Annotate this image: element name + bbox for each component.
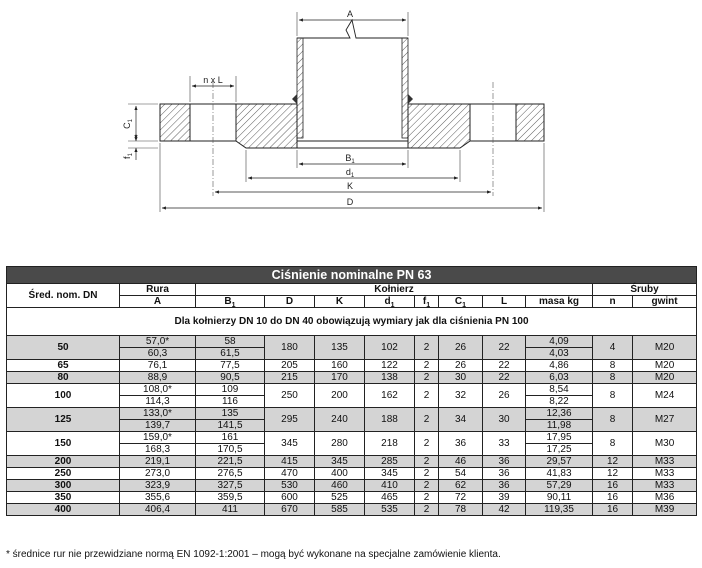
cell-n: 16 (593, 480, 633, 492)
cell-c1: 78 (439, 504, 483, 516)
cell-dn: 200 (7, 456, 120, 468)
cell-b1: 221,5 (196, 456, 265, 468)
cell-masa: 4,09 (526, 336, 593, 348)
cell-masa: 57,29 (526, 480, 593, 492)
cell-c1: 62 (439, 480, 483, 492)
flange-drawing (0, 0, 702, 255)
cell-n: 8 (593, 384, 633, 408)
cell-a: 273,0 (120, 468, 196, 480)
cell-masa: 12,36 (526, 408, 593, 420)
cell-b1: 116 (196, 396, 265, 408)
cell-f1: 2 (415, 336, 439, 360)
cell-k: 160 (315, 360, 365, 372)
cell-n: 8 (593, 372, 633, 384)
cell-c1: 32 (439, 384, 483, 408)
header-dn: Śred. nom. DN (7, 284, 120, 308)
cell-gwint: M33 (633, 468, 697, 480)
cell-n: 16 (593, 492, 633, 504)
cell-d: 295 (265, 408, 315, 432)
cell-gwint: M24 (633, 384, 697, 408)
cell-b1: 141,5 (196, 420, 265, 432)
cell-n: 8 (593, 432, 633, 456)
cell-masa: 4,03 (526, 348, 593, 360)
cell-a: 60,3 (120, 348, 196, 360)
cell-b1: 109 (196, 384, 265, 396)
cell-a: 219,1 (120, 456, 196, 468)
cell-k: 525 (315, 492, 365, 504)
cell-c1: 34 (439, 408, 483, 432)
cell-d: 670 (265, 504, 315, 516)
cell-a: 168,3 (120, 444, 196, 456)
dim-label-k: K (346, 181, 354, 191)
cell-c1: 46 (439, 456, 483, 468)
cell-k: 345 (315, 456, 365, 468)
cell-a: 76,1 (120, 360, 196, 372)
cell-b1: 327,5 (196, 480, 265, 492)
cell-masa: 41,83 (526, 468, 593, 480)
cell-d: 415 (265, 456, 315, 468)
table-row (7, 408, 697, 420)
cell-f1: 2 (415, 468, 439, 480)
cell-d1: 122 (365, 360, 415, 372)
cell-d1: 138 (365, 372, 415, 384)
cell-masa: 90,11 (526, 492, 593, 504)
flange-body (160, 94, 544, 148)
cell-l: 36 (483, 468, 526, 480)
cell-b1: 411 (196, 504, 265, 516)
cell-k: 170 (315, 372, 365, 384)
cell-d1: 188 (365, 408, 415, 432)
cell-d1: 218 (365, 432, 415, 456)
cell-l: 33 (483, 432, 526, 456)
cell-n: 4 (593, 336, 633, 360)
cell-gwint: M20 (633, 336, 697, 360)
cell-dn: 150 (7, 432, 120, 456)
dim-label-d1: $d_1$ (345, 167, 355, 179)
cell-dn: 400 (7, 504, 120, 516)
cell-b1: 58 (196, 336, 265, 348)
cell-f1: 2 (415, 372, 439, 384)
dim-label-nxl: n x L (203, 75, 223, 85)
cell-n: 16 (593, 504, 633, 516)
dim-label-d: D (346, 197, 354, 207)
cell-gwint: M36 (633, 492, 697, 504)
header-c1: $C_1$ (439, 296, 483, 308)
cell-d1: 162 (365, 384, 415, 408)
cell-l: 36 (483, 456, 526, 468)
cell-b1: 170,5 (196, 444, 265, 456)
cell-k: 240 (315, 408, 365, 432)
table-row (7, 456, 697, 468)
table-note: Dla kołnierzy DN 10 do DN 40 obowiązują wymiary jak dla ciśnienia PN 100 (7, 308, 697, 336)
cell-dn: 350 (7, 492, 120, 504)
cell-masa: 11,98 (526, 420, 593, 432)
cell-b1: 135 (196, 408, 265, 420)
cell-b1: 161 (196, 432, 265, 444)
table-row (7, 360, 697, 372)
cell-d1: 102 (365, 336, 415, 360)
cell-dn: 250 (7, 468, 120, 480)
cell-c1: 54 (439, 468, 483, 480)
cell-gwint: M20 (633, 372, 697, 384)
cell-d: 205 (265, 360, 315, 372)
cell-f1: 2 (415, 384, 439, 408)
header-f1: $f_1$ (415, 296, 439, 308)
cell-a: 355,6 (120, 492, 196, 504)
cell-l: 22 (483, 372, 526, 384)
cell-d: 180 (265, 336, 315, 360)
cell-k: 280 (315, 432, 365, 456)
header-n: n (593, 296, 633, 308)
table-row (7, 372, 697, 384)
cell-masa: 29,57 (526, 456, 593, 468)
cell-d1: 535 (365, 504, 415, 516)
cell-f1: 2 (415, 432, 439, 456)
header-masa: masa kg (526, 296, 593, 308)
cell-dn: 125 (7, 408, 120, 432)
cell-c1: 72 (439, 492, 483, 504)
table-row (7, 492, 697, 504)
cell-d1: 465 (365, 492, 415, 504)
dim-label-f1: $f_1$ (122, 153, 134, 159)
cell-d: 215 (265, 372, 315, 384)
header-kolnierz: Kołnierz (196, 284, 593, 296)
cell-n: 8 (593, 408, 633, 432)
table-title: Ciśnienie nominalne PN 63 (7, 267, 697, 284)
header-d1: $d_1$ (365, 296, 415, 308)
header-k: K (315, 296, 365, 308)
cell-f1: 2 (415, 360, 439, 372)
dim-label-a: A (346, 9, 354, 19)
cell-k: 200 (315, 384, 365, 408)
cell-masa: 17,95 (526, 432, 593, 444)
cell-a: 406,4 (120, 504, 196, 516)
cell-b1: 276,5 (196, 468, 265, 480)
cell-c1: 30 (439, 372, 483, 384)
cell-masa: 6,03 (526, 372, 593, 384)
cell-masa: 8,22 (526, 396, 593, 408)
cell-c1: 36 (439, 432, 483, 456)
cell-f1: 2 (415, 456, 439, 468)
cell-f1: 2 (415, 480, 439, 492)
header-rura: Rura (120, 284, 196, 296)
cell-masa: 4,86 (526, 360, 593, 372)
cell-d: 345 (265, 432, 315, 456)
cell-d1: 285 (365, 456, 415, 468)
pipe (297, 20, 408, 138)
cell-dn: 300 (7, 480, 120, 492)
header-b1: $B_1$ (196, 296, 265, 308)
cell-c1: 26 (439, 360, 483, 372)
cell-a: 88,9 (120, 372, 196, 384)
header-a: A (120, 296, 196, 308)
cell-a: 159,0* (120, 432, 196, 444)
cell-l: 26 (483, 384, 526, 408)
cell-l: 30 (483, 408, 526, 432)
cell-l: 22 (483, 360, 526, 372)
header-sruby: Śruby (593, 284, 697, 296)
table-body (7, 336, 697, 516)
table-row (7, 468, 697, 480)
cell-n: 12 (593, 468, 633, 480)
cell-a: 133,0* (120, 408, 196, 420)
cell-a: 57,0* (120, 336, 196, 348)
cell-k: 135 (315, 336, 365, 360)
cell-d: 250 (265, 384, 315, 408)
cell-f1: 2 (415, 492, 439, 504)
cell-k: 400 (315, 468, 365, 480)
cell-a: 108,0* (120, 384, 196, 396)
cell-dn: 50 (7, 336, 120, 360)
pressure-spec-table (6, 266, 697, 516)
cell-d: 470 (265, 468, 315, 480)
cell-d: 600 (265, 492, 315, 504)
table-row (7, 432, 697, 444)
cell-n: 8 (593, 360, 633, 372)
cell-gwint: M33 (633, 456, 697, 468)
cell-gwint: M39 (633, 504, 697, 516)
cell-b1: 90,5 (196, 372, 265, 384)
cell-dn: 100 (7, 384, 120, 408)
cell-d1: 345 (365, 468, 415, 480)
cell-masa: 119,35 (526, 504, 593, 516)
cell-k: 585 (315, 504, 365, 516)
cell-gwint: M30 (633, 432, 697, 456)
cell-l: 36 (483, 480, 526, 492)
header-l: L (483, 296, 526, 308)
header-d: D (265, 296, 315, 308)
cell-l: 22 (483, 336, 526, 360)
cell-b1: 61,5 (196, 348, 265, 360)
header-gwint: gwint (633, 296, 697, 308)
cell-f1: 2 (415, 504, 439, 516)
cell-d1: 410 (365, 480, 415, 492)
table-row (7, 384, 697, 396)
cell-n: 12 (593, 456, 633, 468)
cell-f1: 2 (415, 408, 439, 432)
cell-gwint: M33 (633, 480, 697, 492)
cell-a: 323,9 (120, 480, 196, 492)
table-row (7, 504, 697, 516)
dim-label-b1: $B_1$ (345, 153, 355, 165)
cell-k: 460 (315, 480, 365, 492)
footnote: * średnice rur nie przewidziane normą EN 1092-1:2001 – mogą być wykonane na specjalne zamówienie klienta. (6, 549, 501, 560)
dim-label-c1: $C_1$ (122, 119, 134, 129)
cell-masa: 8,54 (526, 384, 593, 396)
cell-gwint: M27 (633, 408, 697, 432)
table-row (7, 336, 697, 348)
cell-gwint: M20 (633, 360, 697, 372)
cell-a: 139,7 (120, 420, 196, 432)
cell-masa: 17,25 (526, 444, 593, 456)
cell-b1: 77,5 (196, 360, 265, 372)
cell-c1: 26 (439, 336, 483, 360)
cell-b1: 359,5 (196, 492, 265, 504)
cell-l: 39 (483, 492, 526, 504)
table-row (7, 480, 697, 492)
cell-l: 42 (483, 504, 526, 516)
cell-dn: 65 (7, 360, 120, 372)
cell-dn: 80 (7, 372, 120, 384)
cell-a: 114,3 (120, 396, 196, 408)
cell-d: 530 (265, 480, 315, 492)
